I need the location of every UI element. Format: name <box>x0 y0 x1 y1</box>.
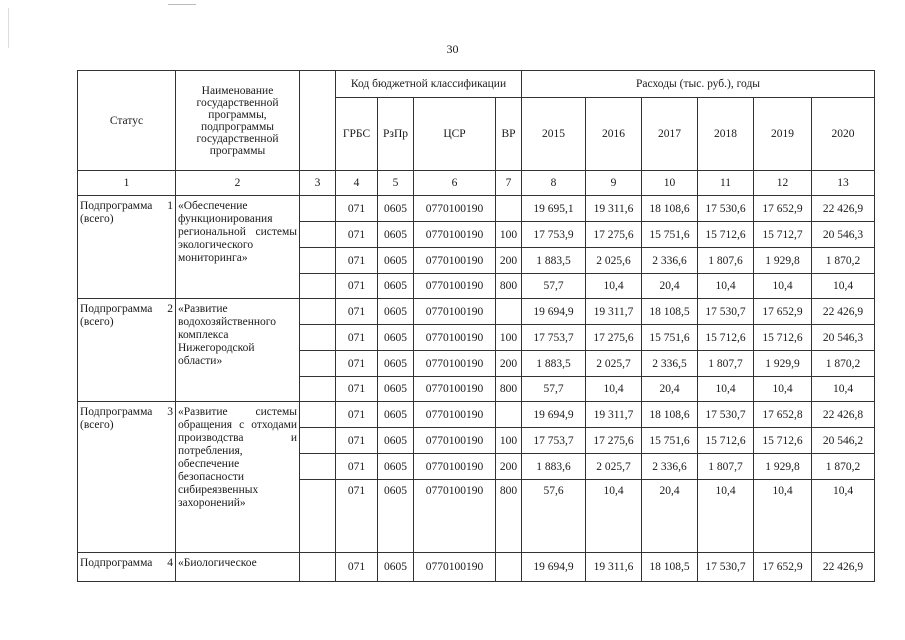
csr-cell: 0770100190 <box>414 351 496 377</box>
amount-2020: 22 426,9 <box>812 299 875 325</box>
grbs-cell: 071 <box>336 325 378 351</box>
csr-cell: 0770100190 <box>414 428 496 454</box>
amount-2017: 18 108,5 <box>642 553 698 582</box>
header-year: 2019 <box>754 98 812 171</box>
amount-2015: 19 694,9 <box>522 299 586 325</box>
rzpr-cell: 0605 <box>378 480 414 553</box>
header-expenses-group: Расходы (тыс. руб.), годы <box>522 71 875 98</box>
vr-cell <box>496 299 522 325</box>
grbs-cell: 071 <box>336 222 378 248</box>
column-number: 7 <box>496 171 522 196</box>
amount-2017: 20,4 <box>642 377 698 402</box>
amount-2016: 2 025,6 <box>586 248 642 274</box>
amount-2018: 1 807,7 <box>698 454 754 480</box>
rzpr-cell: 0605 <box>378 222 414 248</box>
amount-2015: 19 695,1 <box>522 196 586 222</box>
amount-2016: 10,4 <box>586 274 642 299</box>
header-name: Наименование государственной программы, подпрограммы государственной программы <box>176 71 300 171</box>
header-code-group: Код бюджетной классификации <box>336 71 522 98</box>
header-year: 2016 <box>586 98 642 171</box>
vr-cell: 800 <box>496 274 522 299</box>
grbs-cell: 071 <box>336 351 378 377</box>
empty-col3-cell <box>300 325 336 351</box>
column-number: 6 <box>414 171 496 196</box>
csr-cell: 0770100190 <box>414 377 496 402</box>
header-status: Статус <box>78 71 176 171</box>
amount-2018: 15 712,6 <box>698 428 754 454</box>
column-number: 10 <box>642 171 698 196</box>
amount-2015: 57,7 <box>522 274 586 299</box>
status-cell <box>78 299 176 402</box>
vr-cell <box>496 196 522 222</box>
status-word: Подпрограмма <box>80 303 153 315</box>
amount-2016: 17 275,6 <box>586 428 642 454</box>
empty-col3-cell <box>300 402 336 428</box>
amount-2016: 17 275,6 <box>586 325 642 351</box>
rzpr-cell: 0605 <box>378 454 414 480</box>
grbs-cell: 071 <box>336 454 378 480</box>
empty-col3-cell <box>300 274 336 299</box>
budget-table-body <box>78 196 875 582</box>
rzpr-cell: 0605 <box>378 299 414 325</box>
column-number: 3 <box>300 171 336 196</box>
empty-col3-cell <box>300 428 336 454</box>
status-word: Подпрограмма <box>80 557 153 569</box>
amount-2017: 18 108,6 <box>642 196 698 222</box>
amount-2019: 17 652,8 <box>754 402 812 428</box>
vr-cell: 100 <box>496 428 522 454</box>
amount-2020: 20 546,3 <box>812 222 875 248</box>
grbs-cell: 071 <box>336 377 378 402</box>
amount-2015: 19 694,9 <box>522 553 586 582</box>
amount-2015: 1 883,5 <box>522 248 586 274</box>
amount-2018: 17 530,7 <box>698 299 754 325</box>
amount-2016: 19 311,7 <box>586 299 642 325</box>
vr-cell: 100 <box>496 325 522 351</box>
amount-2019: 17 652,9 <box>754 299 812 325</box>
table-row <box>78 553 875 582</box>
status-word: Подпрограмма <box>80 200 153 212</box>
csr-cell: 0770100190 <box>414 454 496 480</box>
status-number: 2 <box>167 303 173 315</box>
column-number: 13 <box>812 171 875 196</box>
amount-2015: 57,6 <box>522 480 586 553</box>
amount-2018: 10,4 <box>698 377 754 402</box>
amount-2016: 19 311,6 <box>586 196 642 222</box>
csr-cell: 0770100190 <box>414 402 496 428</box>
header-grbs: ГРБС <box>336 98 378 171</box>
amount-2016: 10,4 <box>586 480 642 553</box>
amount-2019: 1 929,8 <box>754 248 812 274</box>
program-name: «Развитие водохозяйственного комплекса Нижегородской области» <box>176 299 300 402</box>
header-year: 2018 <box>698 98 754 171</box>
amount-2020: 20 546,3 <box>812 325 875 351</box>
column-number: 12 <box>754 171 812 196</box>
vr-cell: 200 <box>496 454 522 480</box>
program-name: «Развитие системы обращения с отходами производства и потребления, обеспечение безопасности сибиреязвенных захоронений» <box>176 402 300 553</box>
grbs-cell: 071 <box>336 553 378 582</box>
amount-2015: 17 753,9 <box>522 222 586 248</box>
amount-2019: 15 712,6 <box>754 428 812 454</box>
column-number: 1 <box>78 171 176 196</box>
amount-2016: 19 311,7 <box>586 402 642 428</box>
column-number: 5 <box>378 171 414 196</box>
rzpr-cell: 0605 <box>378 351 414 377</box>
amount-2020: 1 870,2 <box>812 248 875 274</box>
amount-2018: 10,4 <box>698 480 754 553</box>
column-number: 11 <box>698 171 754 196</box>
amount-2016: 19 311,6 <box>586 553 642 582</box>
status-number: 1 <box>167 200 173 212</box>
vr-cell: 800 <box>496 480 522 553</box>
page-number: 30 <box>446 42 459 56</box>
amount-2019: 1 929,8 <box>754 454 812 480</box>
vr-cell: 200 <box>496 351 522 377</box>
header-col3 <box>300 71 336 171</box>
empty-col3-cell <box>300 299 336 325</box>
amount-2018: 17 530,7 <box>698 402 754 428</box>
amount-2016: 2 025,7 <box>586 454 642 480</box>
amount-2020: 10,4 <box>812 480 875 553</box>
rzpr-cell: 0605 <box>378 248 414 274</box>
program-name: «Обеспечение функционирования региональной системы экологического мониторинга» <box>176 196 300 299</box>
amount-2019: 17 652,9 <box>754 553 812 582</box>
vr-cell: 100 <box>496 222 522 248</box>
amount-2015: 17 753,7 <box>522 428 586 454</box>
amount-2019: 15 712,7 <box>754 222 812 248</box>
status-note: (всего) <box>80 213 114 225</box>
rzpr-cell: 0605 <box>378 325 414 351</box>
status-word: Подпрограмма <box>80 406 153 418</box>
rzpr-cell: 0605 <box>378 377 414 402</box>
amount-2015: 1 883,6 <box>522 454 586 480</box>
csr-cell: 0770100190 <box>414 325 496 351</box>
table-row <box>78 196 875 222</box>
status-cell <box>78 402 176 553</box>
rzpr-cell: 0605 <box>378 553 414 582</box>
empty-col3-cell <box>300 454 336 480</box>
amount-2018: 17 530,6 <box>698 196 754 222</box>
column-number: 9 <box>586 171 642 196</box>
status-cell <box>78 196 176 299</box>
column-number: 2 <box>176 171 300 196</box>
status-cell <box>78 553 176 582</box>
csr-cell: 0770100190 <box>414 196 496 222</box>
csr-cell: 0770100190 <box>414 480 496 553</box>
header-vr: ВР <box>496 98 522 171</box>
amount-2017: 18 108,5 <box>642 299 698 325</box>
amount-2017: 15 751,6 <box>642 325 698 351</box>
header-year: 2020 <box>812 98 875 171</box>
column-number: 8 <box>522 171 586 196</box>
amount-2020: 1 870,2 <box>812 454 875 480</box>
grbs-cell: 071 <box>336 299 378 325</box>
amount-2015: 19 694,9 <box>522 402 586 428</box>
amount-2020: 22 426,9 <box>812 196 875 222</box>
amount-2019: 10,4 <box>754 480 812 553</box>
amount-2019: 10,4 <box>754 274 812 299</box>
amount-2020: 1 870,2 <box>812 351 875 377</box>
program-name: «Биологическое <box>176 553 300 582</box>
amount-2017: 18 108,6 <box>642 402 698 428</box>
amount-2017: 20,4 <box>642 274 698 299</box>
amount-2017: 2 336,6 <box>642 248 698 274</box>
grbs-cell: 071 <box>336 402 378 428</box>
amount-2018: 15 712,6 <box>698 222 754 248</box>
header-csr: ЦСР <box>414 98 496 171</box>
empty-col3-cell <box>300 553 336 582</box>
grbs-cell: 071 <box>336 480 378 553</box>
csr-cell: 0770100190 <box>414 299 496 325</box>
csr-cell: 0770100190 <box>414 222 496 248</box>
amount-2015: 1 883,5 <box>522 351 586 377</box>
grbs-cell: 071 <box>336 274 378 299</box>
csr-cell: 0770100190 <box>414 248 496 274</box>
empty-col3-cell <box>300 351 336 377</box>
amount-2020: 10,4 <box>812 274 875 299</box>
status-number: 3 <box>167 406 173 418</box>
vr-cell <box>496 553 522 582</box>
vr-cell: 800 <box>496 377 522 402</box>
amount-2019: 1 929,9 <box>754 351 812 377</box>
budget-table <box>77 70 875 582</box>
rzpr-cell: 0605 <box>378 274 414 299</box>
status-note: (всего) <box>80 316 114 328</box>
vr-cell: 200 <box>496 248 522 274</box>
empty-col3-cell <box>300 480 336 553</box>
empty-col3-cell <box>300 196 336 222</box>
header-year: 2017 <box>642 98 698 171</box>
amount-2020: 10,4 <box>812 377 875 402</box>
amount-2018: 15 712,6 <box>698 325 754 351</box>
rzpr-cell: 0605 <box>378 196 414 222</box>
empty-col3-cell <box>300 377 336 402</box>
status-number: 4 <box>167 557 173 569</box>
amount-2017: 20,4 <box>642 480 698 553</box>
amount-2019: 10,4 <box>754 377 812 402</box>
amount-2017: 15 751,6 <box>642 222 698 248</box>
amount-2020: 20 546,2 <box>812 428 875 454</box>
amount-2016: 2 025,7 <box>586 351 642 377</box>
amount-2020: 22 426,9 <box>812 553 875 582</box>
status-note: (всего) <box>80 419 114 431</box>
empty-col3-cell <box>300 222 336 248</box>
vr-cell <box>496 402 522 428</box>
column-number: 4 <box>336 171 378 196</box>
header-rzpr: РзПр <box>378 98 414 171</box>
csr-cell: 0770100190 <box>414 274 496 299</box>
table-row <box>78 402 875 428</box>
rzpr-cell: 0605 <box>378 402 414 428</box>
amount-2020: 22 426,8 <box>812 402 875 428</box>
table-row <box>78 299 875 325</box>
amount-2019: 17 652,9 <box>754 196 812 222</box>
amount-2016: 10,4 <box>586 377 642 402</box>
amount-2015: 17 753,7 <box>522 325 586 351</box>
grbs-cell: 071 <box>336 196 378 222</box>
grbs-cell: 071 <box>336 248 378 274</box>
amount-2018: 10,4 <box>698 274 754 299</box>
amount-2018: 1 807,7 <box>698 351 754 377</box>
column-number-row <box>78 171 875 196</box>
amount-2017: 15 751,6 <box>642 428 698 454</box>
header-year: 2015 <box>522 98 586 171</box>
empty-col3-cell <box>300 248 336 274</box>
amount-2017: 2 336,5 <box>642 351 698 377</box>
amount-2015: 57,7 <box>522 377 586 402</box>
amount-2017: 2 336,6 <box>642 454 698 480</box>
amount-2018: 1 807,6 <box>698 248 754 274</box>
rzpr-cell: 0605 <box>378 428 414 454</box>
scan-artifact <box>168 4 196 5</box>
grbs-cell: 071 <box>336 428 378 454</box>
amount-2018: 17 530,7 <box>698 553 754 582</box>
amount-2016: 17 275,6 <box>586 222 642 248</box>
csr-cell: 0770100190 <box>414 553 496 582</box>
amount-2019: 15 712,6 <box>754 325 812 351</box>
